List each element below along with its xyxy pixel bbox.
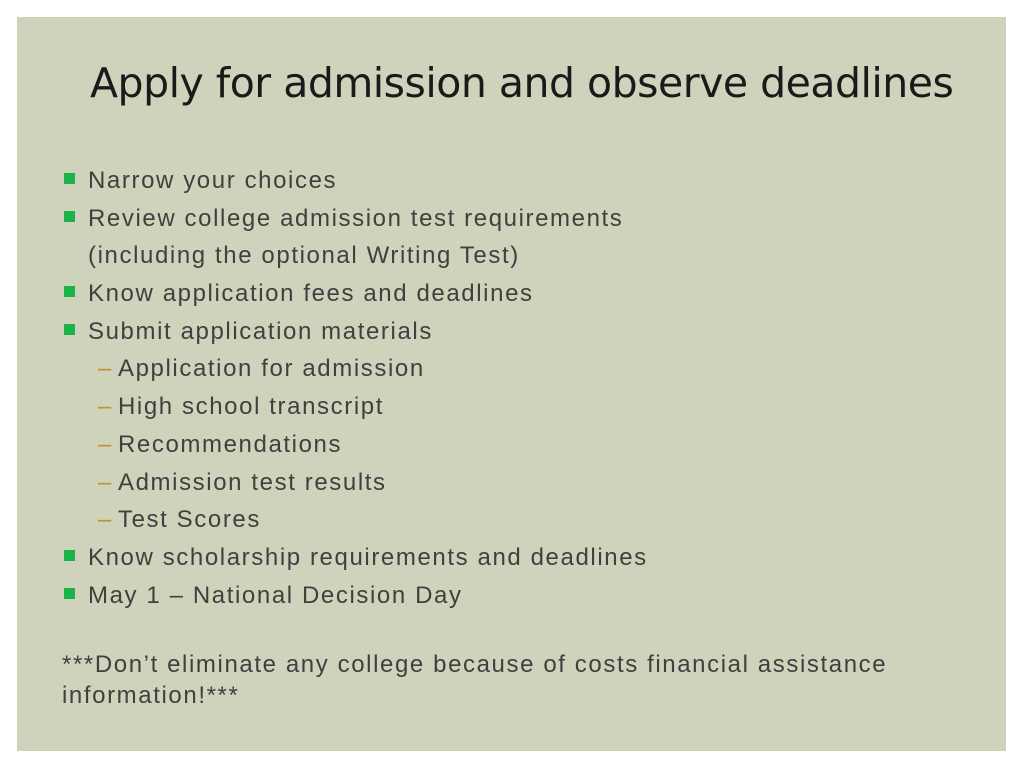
sub-list-item-text: Recommendations [118,430,343,458]
list-item-text: Know scholarship requirements and deadlines [88,543,648,571]
list-item-text: Know application fees and deadlines [88,280,534,308]
square-bullet-icon [64,324,75,335]
dash-bullet-icon: – [98,355,112,383]
list-item-text: May 1 – National Decision Day [88,581,463,609]
square-bullet-icon [64,286,75,297]
sub-list-item-text: Test Scores [118,506,261,534]
slide-title: Apply for admission and observe deadlines [90,59,954,107]
dash-bullet-icon: – [98,506,112,534]
dash-bullet-icon: – [98,468,112,496]
sub-list-item-text: Admission test results [118,468,387,496]
square-bullet-icon [64,211,75,222]
list-item-text: Submit application materials [88,317,433,345]
dash-bullet-icon: – [98,430,112,458]
list-item-text: Review college admission test requirements [88,204,624,232]
square-bullet-icon [64,588,75,599]
dash-bullet-icon: – [98,393,112,421]
slide [17,17,1006,751]
list-item-text: Narrow your choices [88,167,338,194]
sub-list-item-text: Application for admission [118,355,425,383]
footer-note: ***Don’t eliminate any college because of costs financial assistance information!*** [62,651,888,709]
sub-list-item-text: High school transcript [118,393,384,421]
list-item-text: (including the optional Writing Test) [88,242,520,270]
square-bullet-icon [64,173,75,184]
square-bullet-icon [64,550,75,561]
